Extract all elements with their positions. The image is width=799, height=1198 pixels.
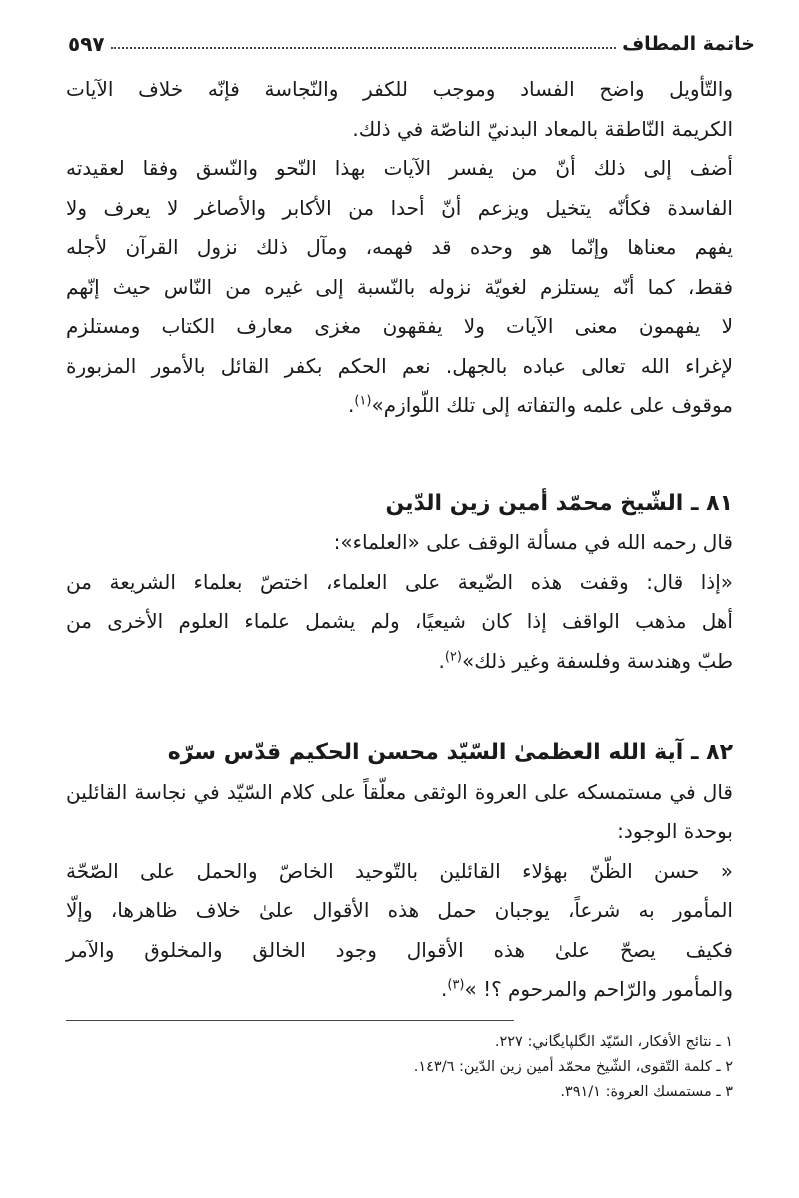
paragraph-line: يفهم معناها وإنّما هو وحده قد فهمه، ومآل ذلك نزول القرآن لأجله [66,235,733,259]
paragraph-line: فقط، كما أنّه يستلزم لغويّة نزوله بالنّسبة إلى غيره من النّاس حيث إنّهم [66,274,733,299]
footnote-1: ١ ـ نتائج الأفكار، السّيّد الگلپايگاني: ٢٢٧. [494,1034,733,1050]
quote-line: « حسن الظّنّ بهؤلاء القائلين بالتّوحيد الخاصّ والحمل على الصّحّة [66,858,733,883]
quote-line [66,642,733,682]
paragraph-line: قال في مستمسكه على العروة الوثقى معلّقاً على كلام السّيّد في نجاسة القائلين [66,779,733,804]
page-number: ٥٩٧ [68,32,105,56]
page-body [66,70,733,1010]
quote-line: فكيف يصحّ علىٰ هذه الأقوال وجود الخالق والمخلوق والآمر [66,937,733,962]
quote-line: «إذا قال: وقفت هذه الضّيعة على العلماء، اختصّ بعلماء الشريعة من [66,569,733,594]
paragraph-line: بوحدة الوجود: [617,819,733,843]
running-header-title: خاتمة المطاف [622,33,755,55]
footnote-2: ٢ ـ كلمة التّقوى، الشّيخ محمّد أمين زين الدّين: ١٤٣/٦. [413,1059,733,1075]
section-heading-82: ٨٢ ـ آية الله العظمىٰ السّيّد محسن الحكيم قدّس سرّه [167,740,733,765]
footnote-ref-3: (٣) [447,977,465,993]
sentence-end: . [440,977,448,1001]
sentence-end: . [438,648,445,673]
paragraph-line: لإغراء الله تعالى عباده بالجهل. نعم الحكم بكفر القائل بالأمور المزبورة [66,353,733,378]
footnote-3: ٣ ـ مستمسك العروة: ٣٩١/١. [560,1084,733,1100]
paragraph-text: موقوف على علمه والتفاته إلى تلك اللّوازم» [371,393,733,417]
paragraph-line: لا يفهمون معنى الآيات ولا يفقهون مغزى معارف الكتاب ومستلزم [66,314,733,338]
running-header-leader [111,47,616,49]
paragraph-line: قال رحمه الله في مسألة الوقف على «العلماء»: [333,530,733,554]
paragraph-line [66,386,733,426]
quote-line: أهل مذهب الواقف إذا كان شيعيًا، ولم يشمل علماء العلوم الأخرى من [66,609,733,633]
footnote-ref-2: (٢) [444,648,462,664]
paragraph-line: الفاسدة فكأنّه يتخيل ويزعم أنّ أحدا من الأكابر والأصاغر لا يعرف ولا [66,195,733,220]
sentence-end: . [347,393,355,417]
section-heading-81: ٨١ ـ الشّيخ محمّد أمين زين الدّين [385,490,733,516]
quote-text: والمأمور والرّاحم والمرحوم ؟! » [464,977,733,1001]
running-header [68,28,755,60]
quote-text: طبّ وهندسة وفلسفة وغير ذلك» [461,648,733,673]
paragraph-line: أضف إلى ذلك أنّ من يفسر الآيات بهذا النّحو والنّسق وفقا لعقيدته [66,156,733,180]
quote-line [66,970,733,1010]
footnote-separator [66,1020,514,1021]
footnotes [300,1030,733,1105]
paragraph-line: والتّأويل واضح الفساد وموجب للكفر والنّجاسة فإنّه خلاف الآيات [66,77,733,101]
footnote-ref-1: (١) [354,393,372,409]
paragraph-line: الكريمة النّاطقة بالمعاد البدنيّ الناصّة في ذلك. [352,116,733,141]
quote-line: المأمور به شرعاً، يوجبان حمل هذه الأقوال علىٰ خلاف ظاهرها، وإلّا [66,898,733,922]
